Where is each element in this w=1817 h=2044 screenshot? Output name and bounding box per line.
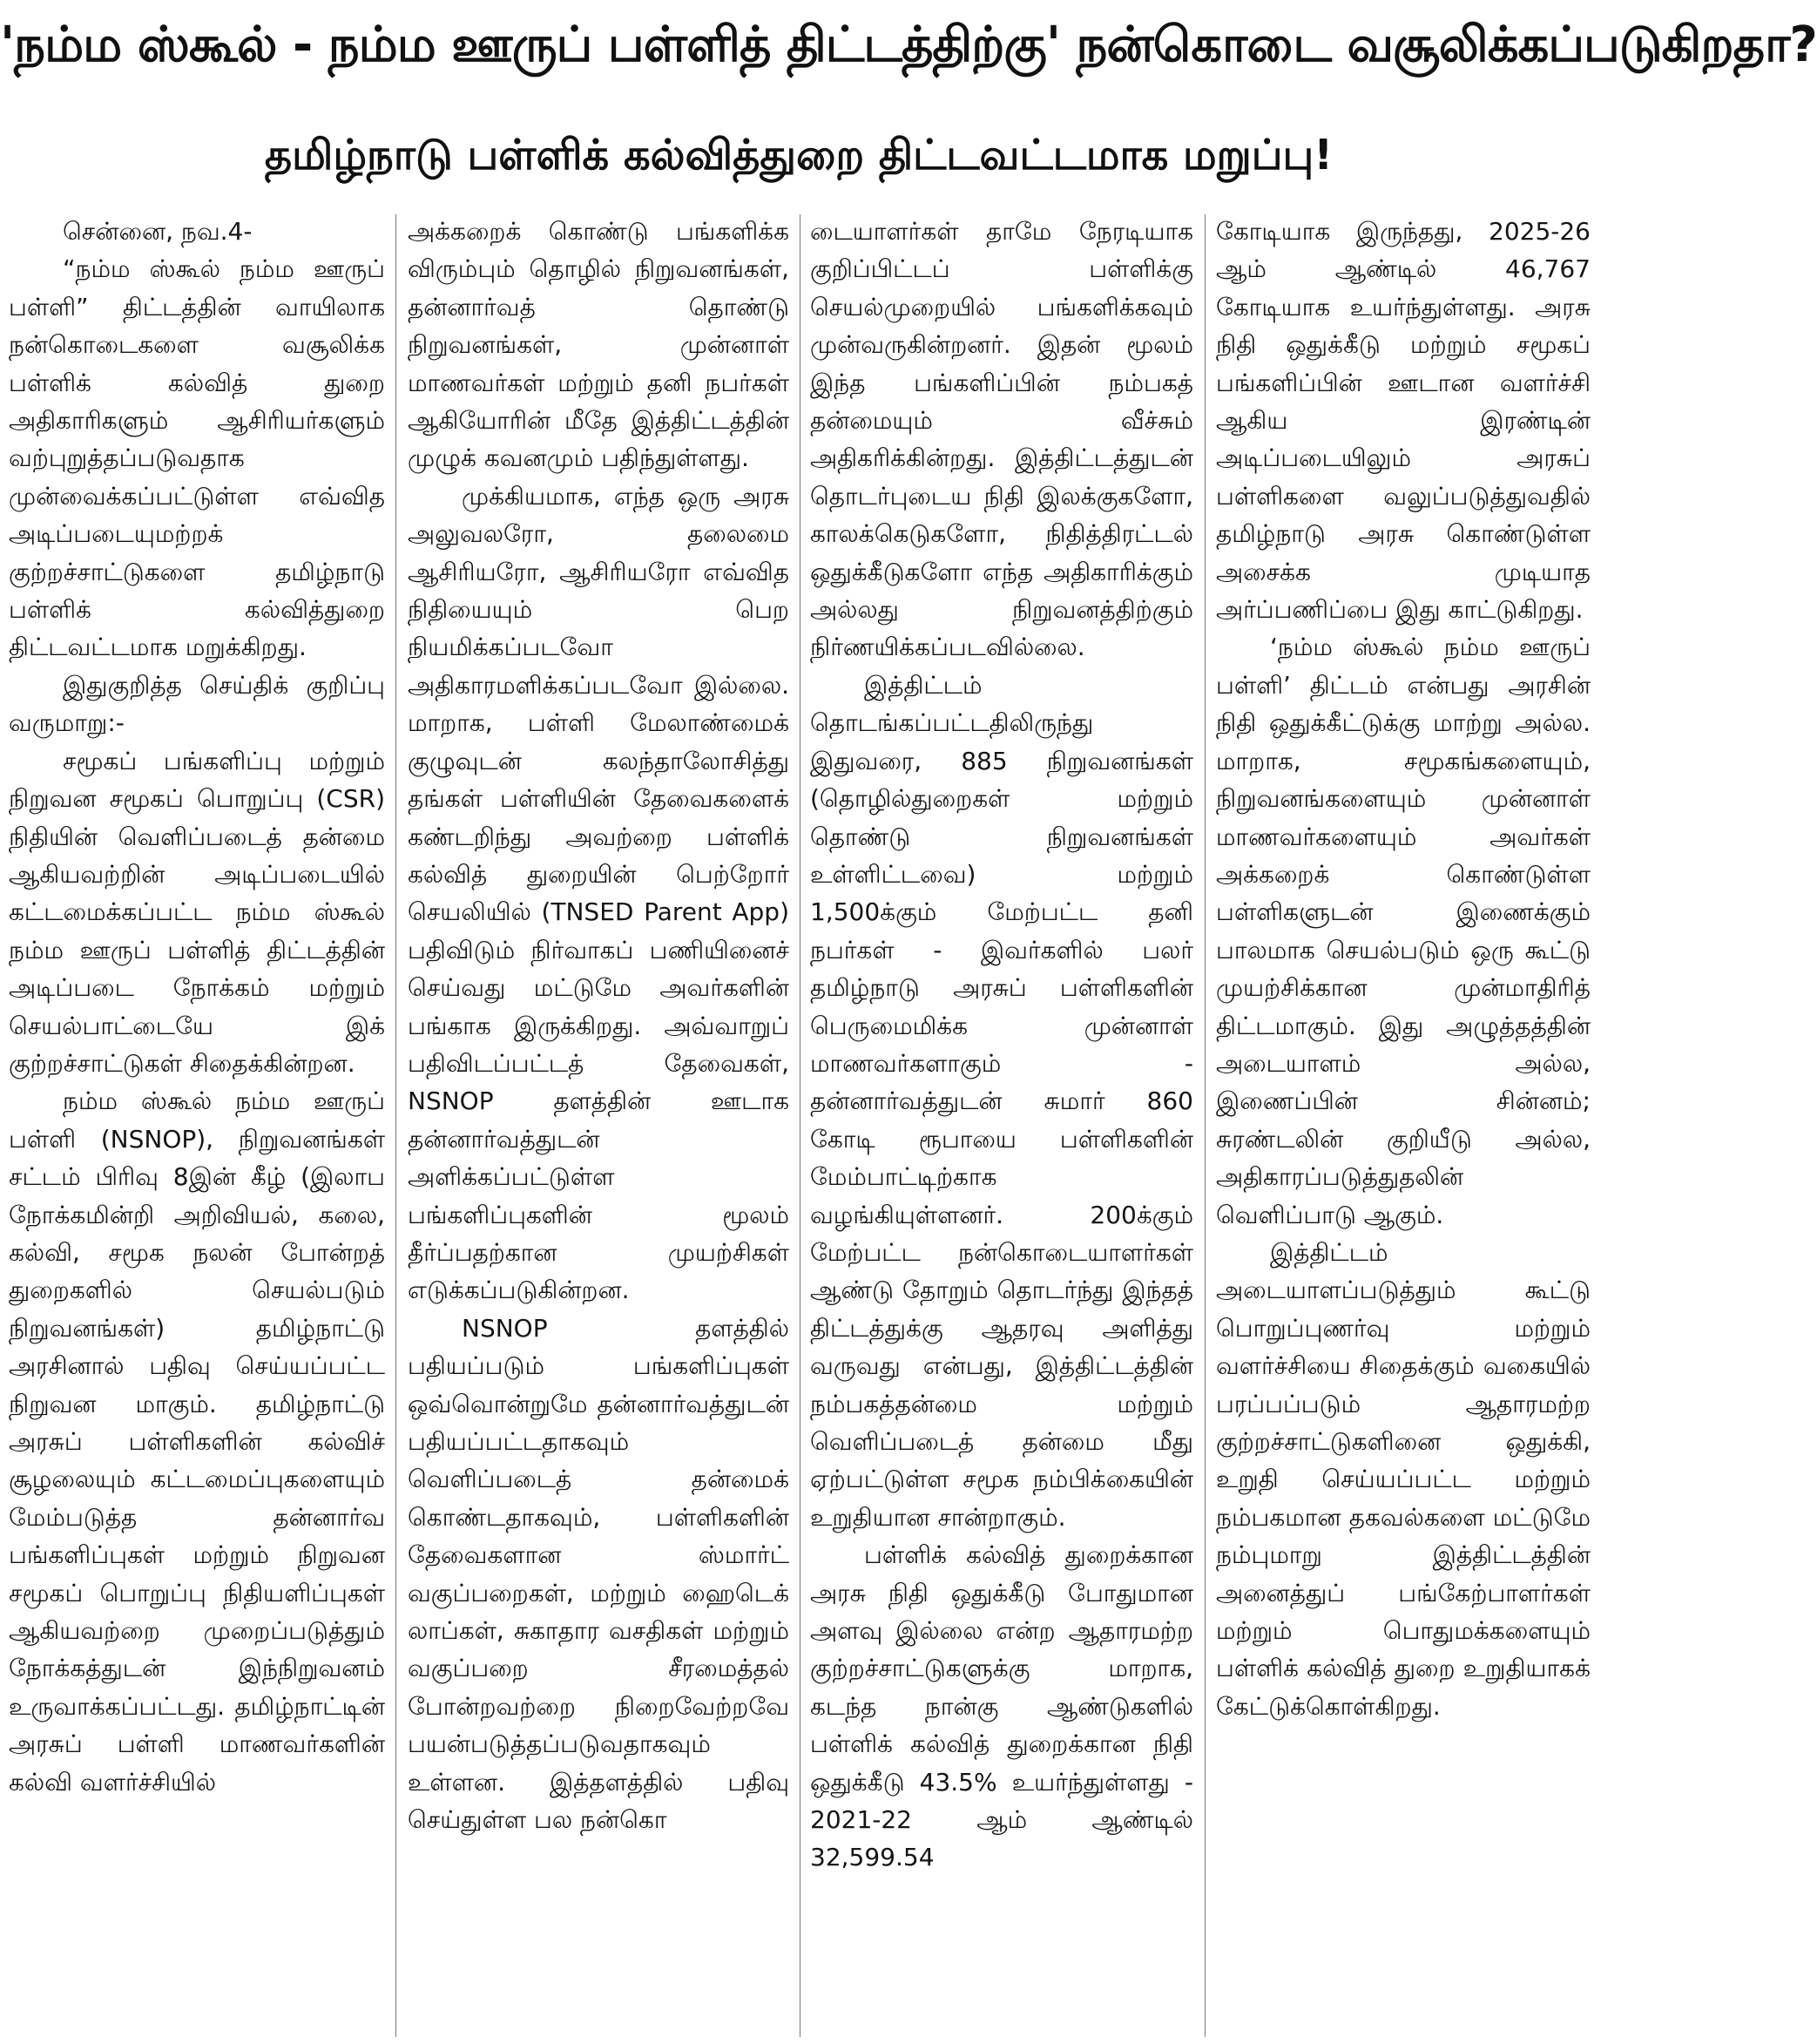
body-paragraph: இதுகுறித்த செய்திக் குறிப்பு வருமாறு:-: [9, 670, 385, 738]
article-column-1: [9, 213, 385, 2041]
body-paragraph: ‘நம்ம ஸ்கூல் நம்ம ஊருப் பள்ளி’ திட்டம் என்பது அரசின் நிதி ஒதுக்கீட்டுக்கு மாற்று அல்ல. மாறாக, சமூகங்களையும், நிறுவனங்களையும் முன்னாள் மாணவர்களையும் அவர்கள் அக்கறைக் கொண்டுள்ள பள்ளிகளுடன் இணைக்கும் பாலமாக செயல்படும் ஒரு கூட்டு முயற்சிக்கான முன்மாதிரித் திட்டமாகும். இது அழுத்தத்தின் அடையாளம் அல்ல, இணைப்பின் சின்னம்; சுரண்டலின் குறியீடு அல்ல, அதிகாரப்படுத்துதலின் வெளிப்பாடு ஆகும்.: [1216, 633, 1591, 1229]
body-paragraph: முக்கியமாக, எந்த ஒரு அரசு அலுவலரோ, தலைமை ஆசிரியரோ, ஆசிரியரோ எவ்வித நிதியையும் பெற நியமிக்கப்படவோ அதிகாரமளிக்கப்படவோ இல்லை. மாறாக, பள்ளி மேலாண்மைக் குழுவுடன் கலந்தாலோசித்து தங்கள் பள்ளியின் தேவைகளைக் கண்டறிந்து அவற்றை பள்ளிக் கல்வித் துறையின் பெற்றோர் செயலியில் (TNSED Parent App) பதிவிடும் நிர்வாகப் பணியினைச் செய்வது மட்டுமே அவர்களின் பங்காக இருக்கிறது. அவ்வாறுப் பதிவிடப்பட்டத் தேவைகள், NSNOP தளத்தின் ஊடாக தன்னார்வத்துடன் அளிக்கப்பட்டுள்ள பங்களிப்புகளின் மூலம் தீர்ப்பதற்கான முயற்சிகள் எடுக்கப்படுகின்றன.: [408, 481, 789, 1305]
body-paragraph: சமூகப் பங்களிப்பு மற்றும் நிறுவன சமூகப் பொறுப்பு (CSR) நிதியின் வெளிப்படைத் தன்மை ஆகியவற்றின் அடிப்படையில் கட்டமைக்கப்பட்ட நம்ம ஸ்கூல் நம்ம ஊருப் பள்ளித் திட்டத்தின் அடிப்படை நோக்கம் மற்றும் செயல்பாட்டையே இக் குற்றச்சாட்டுகள் சிதைக்கின்றன.: [9, 746, 385, 1078]
body-paragraph: NSNOP தளத்தில் பதியப்படும் பங்களிப்புகள் ஒவ்வொன்றுமே தன்னார்வத்துடன் பதியப்பட்டதாகவும் வெளிப்படைத் தன்மைக் கொண்டதாகவும், பள்ளிகளின் தேவைகளான ஸ்மார்ட் வகுப்பறைகள், மற்றும் ஹைடெக் லாப்கள், சுகாதார வசதிகள் மற்றும் வகுப்பறை சீரமைத்தல் போன்றவற்றை நிறைவேற்றவே பயன்படுத்தப்படுவதாகவும் உள்ளன. இத்தளத்தில் பதிவு செய்துள்ள பல நன்கொ: [408, 1313, 789, 1835]
article-column-3: [810, 213, 1193, 2041]
column-divider: [395, 214, 396, 2037]
subheadline: தமிழ்நாடு பள்ளிக் கல்வித்துறை திட்டவட்டமாக மறுப்பு!: [264, 131, 1334, 179]
body-paragraph: இத்திட்டம் அடையாளப்படுத்தும் கூட்டு பொறுப்புணர்வு மற்றும் வளர்ச்சியை சிதைக்கும் வகையில் பரப்பப்படும் ஆதாரமற்ற குற்றச்சாட்டுகளினை ஒதுக்கி, உறுதி செய்யப்பட்ட மற்றும் நம்பகமான தகவல்களை மட்டுமே நம்புமாறு இத்திட்டத்தின் அனைத்துப் பங்கேற்பாளர்கள் மற்றும் பொதுமக்களையும் பள்ளிக் கல்வித் துறை உறுதியாகக் கேட்டுக்கொள்கிறது.: [1216, 1237, 1591, 1721]
body-paragraph: அக்கறைக் கொண்டு பங்களிக்க விரும்பும் தொழில் நிறுவனங்கள், தன்னார்வத் தொண்டு நிறுவனங்கள், முன்னாள் மாணவர்கள் மற்றும் தனி நபர்கள் ஆகியோரின் மீதே இத்திட்டத்தின் முழுக் கவனமும் பதிந்துள்ளது.: [408, 217, 789, 473]
article-column-4: [1216, 213, 1591, 2041]
column-divider: [1205, 214, 1206, 2037]
article-column-2: [408, 213, 789, 2041]
body-paragraph: நம்ம ஸ்கூல் நம்ம ஊருப் பள்ளி (NSNOP), நிறுவனங்கள் சட்டம் பிரிவு 8இன் கீழ் (இலாப நோக்கமின்றி அறிவியல், கலை, கல்வி, சமூக நலன் போன்றத் துறைகளில் செயல்படும் நிறுவனங்கள்) தமிழ்நாட்டு அரசினால் பதிவு செய்யப்பட்ட நிறுவன மாகும். தமிழ்நாட்டு அரசுப் பள்ளிகளின் கல்விச் சூழலையும் கட்டமைப்புகளையும் மேம்படுத்த தன்னார்வ பங்களிப்புகள் மற்றும் நிறுவன சமூகப் பொறுப்பு நிதியளிப்புகள் ஆகியவற்றை முறைப்படுத்தும் நோக்கத்துடன் இந்நிறுவனம் உருவாக்கப்பட்டது. தமிழ்நாட்டின் அரசுப் பள்ளி மாணவர்களின் கல்வி வளர்ச்சியில்: [9, 1086, 385, 1797]
dateline: சென்னை, நவ.4-: [63, 217, 253, 246]
headline: 'நம்ம ஸ்கூல் - நம்ம ஊருப் பள்ளித் திட்டத்திற்கு' நன்கொடை வசூலிக்கப்படுகிறதா?: [0, 17, 1817, 73]
body-paragraph: டையாளர்கள் தாமே நேரடியாக குறிப்பிட்டப் பள்ளிக்கு செயல்முறையில் பங்களிக்கவும் முன்வருகின்றனர். இதன் மூலம் இந்த பங்களிப்பின் நம்பகத் தன்மையும் வீச்சும் அதிகரிக்கின்றது. இத்திட்டத்துடன் தொடர்புடைய நிதி இலக்குகளோ, காலக்கெடுகளோ, நிதித்திரட்டல் ஒதுக்கீடுகளோ எந்த அதிகாரிக்கும் அல்லது நிறுவனத்திற்கும் நிர்ணயிக்கப்படவில்லை.: [810, 217, 1193, 662]
body-paragraph: பள்ளிக் கல்வித் துறைக்கான அரசு நிதி ஒதுக்கீடு போதுமான அளவு இல்லை என்ற ஆதாரமற்ற குற்றச்சாட்டுகளுக்கு மாறாக, கடந்த நான்கு ஆண்டுகளில் பள்ளிக் கல்வித் துறைக்கான நிதி ஒதுக்கீடு 43.5% உயர்ந்துள்ளது - 2021-22 ஆம் ஆண்டில் 32,599.54: [810, 1540, 1193, 1872]
body-paragraph: “நம்ம ஸ்கூல் நம்ம ஊருப் பள்ளி” திட்டத்தின் வாயிலாக நன்கொடைகளை வசூலிக்க பள்ளிக் கல்வித் துறை அதிகாரிகளும் ஆசிரியர்களும் வற்புறுத்தப்படுவதாக முன்வைக்கப்பட்டுள்ள எவ்வித அடிப்படையுமற்றக் குற்றச்சாட்டுகளை தமிழ்நாடு பள்ளிக் கல்வித்துறை திட்டவட்டமாக மறுக்கிறது.: [9, 254, 385, 662]
body-paragraph: இத்திட்டம் தொடங்கப்பட்டதிலிருந்து இதுவரை, 885 நிறுவனங்கள் (தொழில்துறைகள் மற்றும் தொண்டு நிறுவனங்கள் உள்ளிட்டவை) மற்றும் 1,500க்கும் மேற்பட்ட தனி நபர்கள் - இவர்களில் பலர் தமிழ்நாடு அரசுப் பள்ளிகளின் பெருமைமிக்க முன்னாள் மாணவர்களாகும் - தன்னார்வத்துடன் சுமார் 860 கோடி ரூபாயை பள்ளிகளின் மேம்பாட்டிற்காக வழங்கியுள்ளனர். 200க்கும் மேற்பட்ட நன்கொடையாளர்கள் ஆண்டு தோறும் தொடர்ந்து இந்தத் திட்டத்துக்கு ஆதரவு அளித்து வருவது என்பது, இத்திட்டத்தின் நம்பகத்தன்மை மற்றும் வெளிப்படைத் தன்மை மீது ஏற்பட்டுள்ள சமூக நம்பிக்கையின் உறுதியான சான்றாகும்.: [810, 670, 1193, 1532]
body-paragraph: கோடியாக இருந்தது, 2025-26 ஆம் ஆண்டில் 46,767 கோடியாக உயர்ந்துள்ளது. அரசு நிதி ஒதுக்கீடு மற்றும் சமூகப் பங்களிப்பின் ஊடான வளர்ச்சி ஆகிய இரண்டின் அடிப்படையிலும் அரசுப் பள்ளிகளை வலுப்படுத்துவதில் தமிழ்நாடு அரசு கொண்டுள்ள அசைக்க முடியாத அர்ப்பணிப்பை இது காட்டுகிறது.: [1216, 217, 1591, 625]
article-body: [0, 204, 1597, 2044]
